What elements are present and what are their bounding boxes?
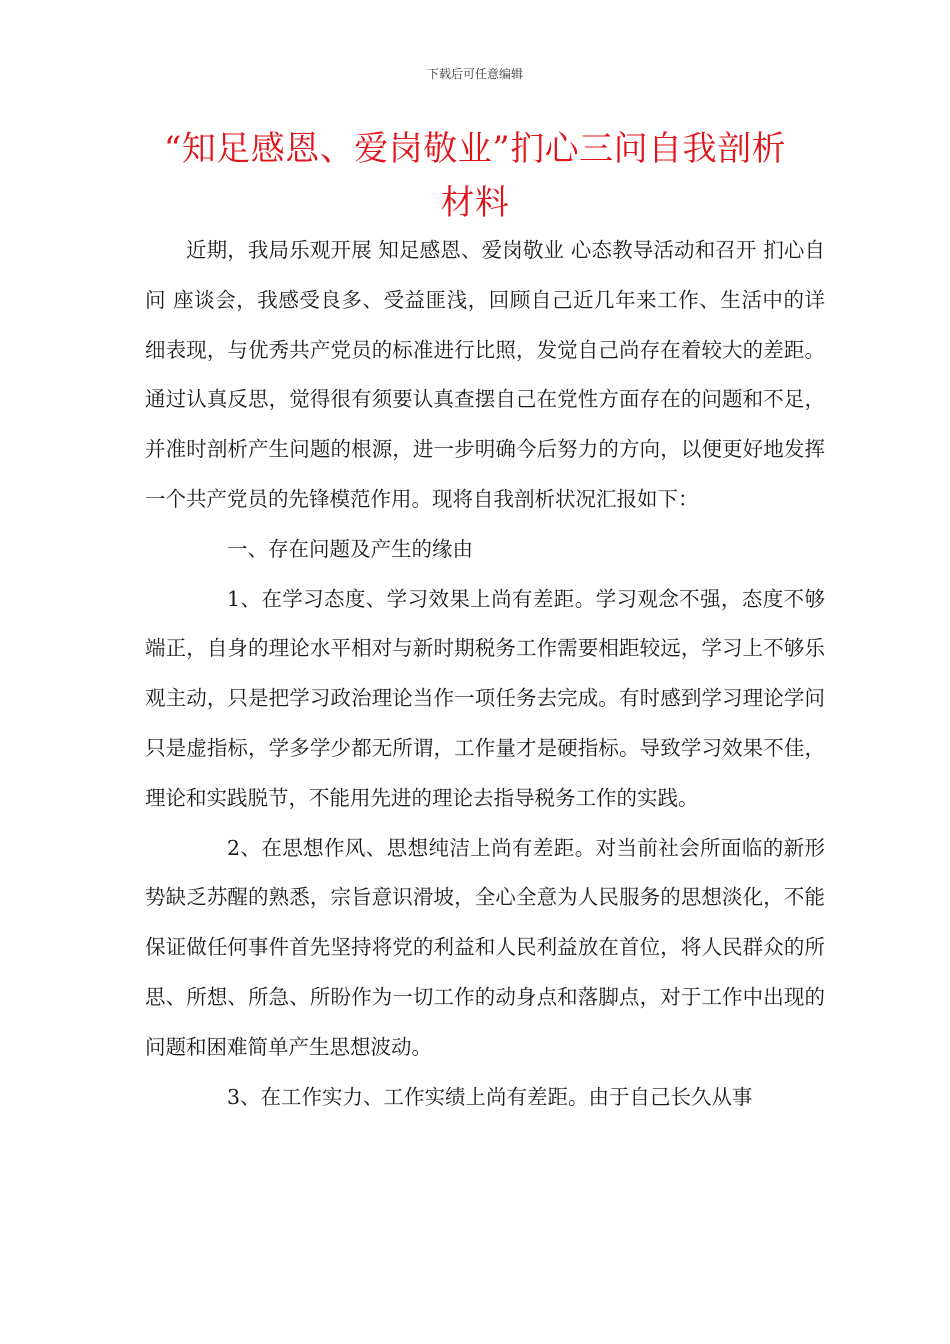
paragraph-intro: 近期，我局乐观开展 知足感恩、爱岗敬业 心态教导活动和召开 扪心自问 座谈会，我感受良多、受益匪浅，回顾自己近几年来工作、生活中的详细表现，与优秀共产党员的标准进行比照，发觉自己尚存在着较大的差距。通过认真反思，觉得很有须要认真查摆自己在党性方面存在的问题和不足，并准时剖析产生问题的根源，进一步明确今后努力的方向，以便更好地发挥一个共产党员的先锋模范作用。现将自我剖析状况汇报如下： [145,238,825,511]
title-line-2: 材料 [440,183,510,223]
paragraph-point-2: 2、在思想作风、思想纯洁上尚有差距。对当前社会所面临的新形势缺乏苏醒的熟悉，宗旨意识滑坡，全心全意为人民服务的思想淡化，不能保证做任何事件首先坚持将党的利益和人民利益放在首位，将人民群众的所思、所想、所急、所盼作为一切工作的动身点和落脚点，对于工作中出现的问题和困难简单产生思想波动。 [145,835,825,1059]
document-body [145,226,825,1122]
header-note: 下载后可任意编辑 [426,67,523,81]
title-line-1: “知足感恩、爱岗敬业”扪心三问自我剖析 [163,129,787,169]
paragraph-point-3: 3、在工作实力、工作实绩上尚有差距。由于自己长久从事 [227,1084,753,1109]
section-heading-1: 一、存在问题及产生的缘由 [227,536,473,561]
paragraph-point-1: 1、在学习态度、学习效果上尚有差距。学习观念不强，态度不够端正，自身的理论水平相对与新时期税务工作需要相距较远，学习上不够乐观主动，只是把学习政治理论当作一项任务去完成。有时感到学习理论学问只是虚指标，学多学少都无所谓，工作量才是硬指标。导致学习效果不佳，理论和实践脱节，不能用先进的理论去指导税务工作的实践。 [145,586,825,810]
document-title [100,122,850,230]
